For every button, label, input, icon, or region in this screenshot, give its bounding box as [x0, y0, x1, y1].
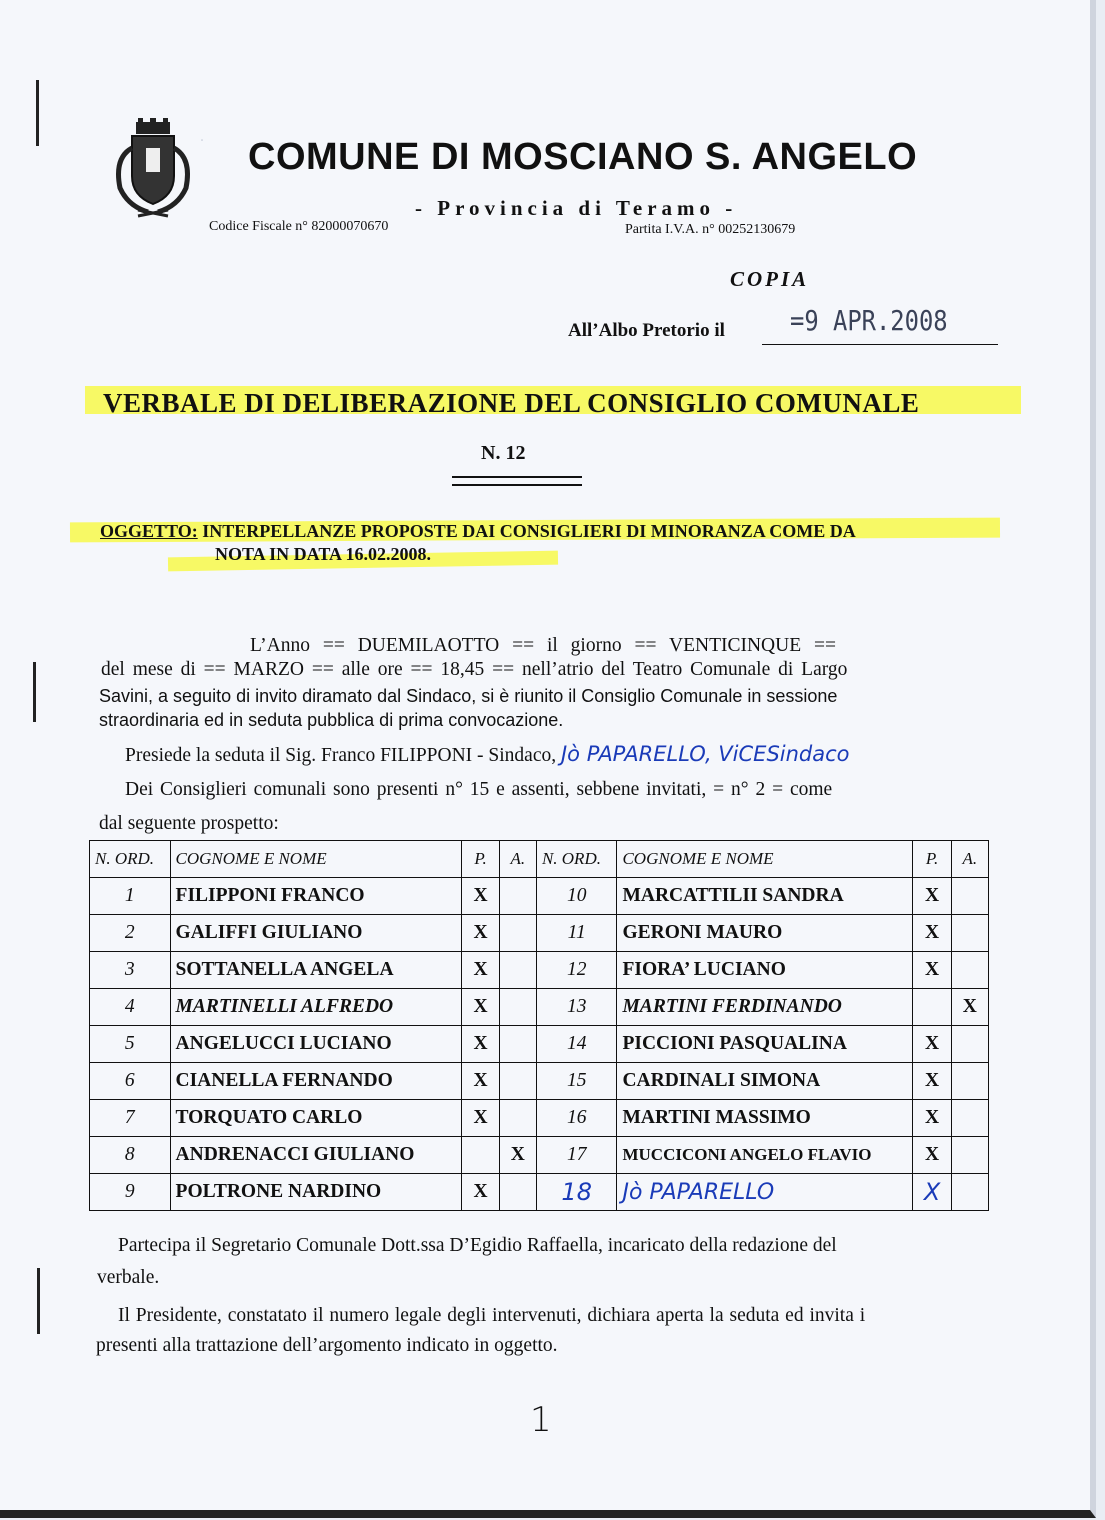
present-cell: X	[913, 1063, 951, 1100]
present-cell: X	[913, 1137, 951, 1174]
intro-line2: del mese di == MARZO == alle ore == 18,45 == nell’atrio del Teatro Comunale di Largo	[101, 659, 848, 680]
present-cell: X	[913, 915, 951, 952]
ord-cell: 1	[90, 878, 171, 915]
absent-cell	[951, 1100, 988, 1137]
absent-cell	[951, 1137, 988, 1174]
name-cell: CARDINALI SIMONA	[617, 1063, 913, 1100]
present-cell	[462, 1137, 499, 1174]
ord-cell: 10	[536, 878, 617, 915]
present-cell: X	[913, 952, 951, 989]
bleed-through-text: .	[200, 128, 204, 145]
ord-cell: 5	[90, 1026, 171, 1063]
present-cell: X	[913, 1100, 951, 1137]
table-row	[90, 1100, 989, 1137]
table-row	[90, 915, 989, 952]
name-cell: GALIFFI GIULIANO	[170, 915, 462, 952]
name-cell: CIANELLA FERNANDO	[170, 1063, 462, 1100]
closing-line4: presenti alla trattazione dell’argomento indicato in oggetto.	[96, 1335, 558, 1356]
town-name: COMUNE DI MOSCIANO S. ANGELO	[248, 136, 918, 178]
closing-line2: verbale.	[97, 1267, 160, 1288]
intro-line3: Savini, a seguito di invito diramato dal Sindaco, si è riunito il Consiglio Comunale in sessione	[99, 686, 838, 706]
name-cell: MARCATTILII SANDRA	[617, 878, 913, 915]
absent-cell	[499, 1174, 536, 1211]
oggetto-line2: NOTA IN DATA 16.02.2008.	[215, 544, 432, 564]
name-cell: SOTTANELLA ANGELA	[170, 952, 462, 989]
prospetto-line: dal seguente prospetto:	[99, 813, 279, 834]
absent-cell	[499, 952, 536, 989]
table-row	[90, 952, 989, 989]
name-cell: FILIPPONI FRANCO	[170, 878, 462, 915]
ord-cell-handwritten: 18	[536, 1174, 617, 1211]
document-title: VERBALE DI DELIBERAZIONE DEL CONSIGLIO COMUNALE	[103, 388, 920, 418]
col-header: P.	[913, 841, 951, 878]
partita-iva: Partita I.V.A. n° 00252130679	[625, 222, 796, 237]
town-crest-icon	[108, 118, 198, 218]
ord-cell: 4	[90, 989, 171, 1026]
present-cell: X	[913, 1026, 951, 1063]
name-cell: GERONI MAURO	[617, 915, 913, 952]
intro-line4: straordinaria ed in seduta pubblica di prima convocazione.	[99, 710, 564, 730]
absent-cell	[499, 878, 536, 915]
closing-line3: Il Presidente, constatato il numero legale degli intervenuti, dichiara aperta la seduta ed invita i	[118, 1305, 866, 1326]
ord-cell: 7	[90, 1100, 171, 1137]
name-cell: ANGELUCCI LUCIANO	[170, 1026, 462, 1063]
col-header: N. ORD.	[536, 841, 617, 878]
ord-cell: 15	[536, 1063, 617, 1100]
col-header: A.	[499, 841, 536, 878]
attendance-table	[89, 840, 989, 1211]
present-cell-handwritten: X	[913, 1174, 951, 1211]
date-stamp: =9 APR.2008	[790, 304, 948, 337]
name-cell-handwritten: Jò PAPARELLO	[617, 1174, 913, 1211]
name-cell: MARTINI FERDINANDO	[617, 989, 913, 1026]
absent-cell	[951, 1063, 988, 1100]
page-number: 1	[530, 1400, 552, 1440]
ord-cell: 9	[90, 1174, 171, 1211]
col-header: N. ORD.	[90, 841, 171, 878]
present-cell: X	[462, 878, 499, 915]
presiede-line	[125, 742, 850, 768]
absent-cell	[499, 1063, 536, 1100]
oggetto-block	[100, 520, 856, 566]
present-cell: X	[462, 1100, 499, 1137]
absent-cell: X	[499, 1137, 536, 1174]
absent-cell: X	[951, 989, 988, 1026]
absent-cell	[499, 1100, 536, 1137]
present-cell: X	[913, 878, 951, 915]
ord-cell: 11	[536, 915, 617, 952]
ord-cell: 12	[536, 952, 617, 989]
col-header: P.	[462, 841, 499, 878]
present-cell: X	[462, 1063, 499, 1100]
closing-line1: Partecipa il Segretario Comunale Dott.ssa D’Egidio Raffaella, incaricato della redazione del	[118, 1235, 837, 1256]
table-row	[90, 989, 989, 1026]
ord-cell: 6	[90, 1063, 171, 1100]
punch-mark	[33, 662, 36, 722]
present-cell: X	[462, 1174, 499, 1211]
presiede-text: Presiede la seduta il Sig. Franco FILIPPONI - Sindaco,	[125, 745, 557, 766]
ord-cell: 2	[90, 915, 171, 952]
ord-cell: 16	[536, 1100, 617, 1137]
name-cell: MARTINELLI ALFREDO	[170, 989, 462, 1026]
name-cell: FIORA’ LUCIANO	[617, 952, 913, 989]
col-header: COGNOME E NOME	[170, 841, 462, 878]
col-header: A.	[951, 841, 988, 878]
copia-label: COPIA	[730, 267, 810, 291]
ord-cell: 3	[90, 952, 171, 989]
table-row	[90, 1174, 989, 1211]
absent-cell	[951, 952, 988, 989]
name-cell: PICCIONI PASQUALINA	[617, 1026, 913, 1063]
absent-cell	[951, 1026, 988, 1063]
albo-pretorio-label: All’Albo Pretorio il	[568, 320, 725, 341]
absent-cell	[951, 878, 988, 915]
albo-pretorio-line	[762, 344, 998, 345]
name-cell: ANDRENACCI GIULIANO	[170, 1137, 462, 1174]
absent-cell	[951, 1174, 988, 1211]
name-cell: MARTINI MASSIMO	[617, 1100, 913, 1137]
absent-cell	[499, 1026, 536, 1063]
absent-cell	[499, 915, 536, 952]
ord-cell: 17	[536, 1137, 617, 1174]
codice-fiscale: Codice Fiscale n° 82000070670	[209, 219, 389, 234]
name-cell: MUCCICONI ANGELO FLAVIO	[617, 1137, 913, 1174]
punch-mark	[36, 80, 39, 146]
name-cell: TORQUATO CARLO	[170, 1100, 462, 1137]
presiede-handwritten: Jò PAPARELLO, ViCESindaco	[560, 742, 850, 766]
col-header: COGNOME E NOME	[617, 841, 913, 878]
oggetto-label: OGGETTO:	[100, 521, 198, 541]
present-cell: X	[462, 1026, 499, 1063]
present-cell: X	[462, 952, 499, 989]
table-header-row	[90, 841, 989, 878]
ord-cell: 14	[536, 1026, 617, 1063]
ord-cell: 8	[90, 1137, 171, 1174]
present-cell: X	[462, 989, 499, 1026]
name-cell: POLTRONE NARDINO	[170, 1174, 462, 1211]
ord-cell: 13	[536, 989, 617, 1026]
province-line: - Provincia di Teramo -	[415, 196, 738, 220]
table-row	[90, 1137, 989, 1174]
punch-mark	[37, 1268, 40, 1334]
absent-cell	[499, 989, 536, 1026]
double-underline	[452, 476, 582, 486]
table-row	[90, 1063, 989, 1100]
intro-line1: L’Anno == DUEMILAOTTO == il giorno == VENTICINQUE ==	[250, 635, 836, 656]
presenti-line: Dei Consiglieri comunali sono presenti n° 15 e assenti, sebbene invitati, = n° 2 = come	[125, 779, 833, 800]
present-cell	[913, 989, 951, 1026]
oggetto-line1: INTERPELLANZE PROPOSTE DAI CONSIGLIERI DI MINORANZA COME DA	[202, 521, 856, 541]
table-row	[90, 878, 989, 915]
deliberation-number: N. 12	[481, 442, 526, 464]
absent-cell	[951, 915, 988, 952]
present-cell: X	[462, 915, 499, 952]
table-row	[90, 1026, 989, 1063]
